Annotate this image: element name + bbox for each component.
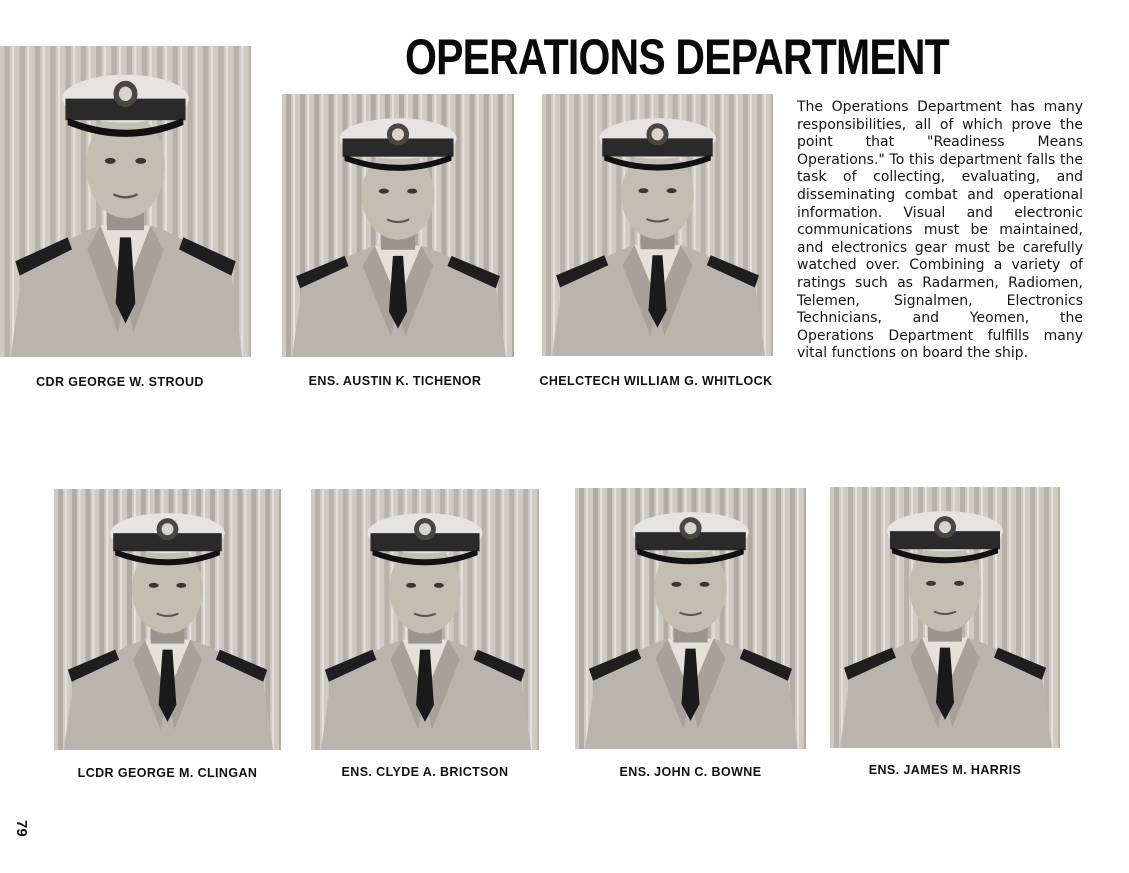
officer-photo-tichenor xyxy=(282,94,514,357)
officer-portrait-icon xyxy=(54,489,281,750)
officer-photo-harris xyxy=(830,487,1060,748)
caption-tichenor: ENS. AUSTIN K. TICHENOR xyxy=(308,374,482,388)
caption-bowne: ENS. JOHN C. BOWNE xyxy=(619,765,762,779)
officer-portrait-icon xyxy=(282,94,514,357)
officer-portrait-icon xyxy=(0,46,251,357)
officer-portrait-icon xyxy=(830,487,1060,748)
caption-whitlock: CHELCTECH WILLIAM G. WHITLOCK xyxy=(539,374,773,388)
officer-photo-stroud xyxy=(0,46,251,357)
officer-portrait-icon xyxy=(575,488,806,749)
officer-photo-clingan xyxy=(54,489,281,750)
officer-portrait-icon xyxy=(311,489,539,750)
caption-harris: ENS. JAMES M. HARRIS xyxy=(868,763,1022,777)
intro-paragraph: The Operations Department has many responsibilities, all of which prove the point that "Readiness Means Operations." To this department falls the task of collecting, evaluating, and disseminating combat and operational information. Visual and electronic communications must be maintained, and electronics gear must be carefully watched over. Combining a variety of ratings such as Radarmen, Radiomen, Telemen, Signalmen, Electronics Technicians, and Yeomen, the Operations Department fulfills many vital functions on board the ship. xyxy=(797,99,1083,362)
caption-clingan: LCDR GEORGE M. CLINGAN xyxy=(77,766,258,780)
officer-photo-brictson xyxy=(311,489,539,750)
officer-photo-bowne xyxy=(575,488,806,749)
page-number: 79 xyxy=(13,820,30,837)
page-title: OPERATIONS DEPARTMENT xyxy=(405,29,949,85)
officer-photo-whitlock xyxy=(542,94,773,356)
caption-brictson: ENS. CLYDE A. BRICTSON xyxy=(341,765,509,779)
officer-portrait-icon xyxy=(542,94,773,356)
caption-stroud: CDR GEORGE W. STROUD xyxy=(36,375,204,389)
